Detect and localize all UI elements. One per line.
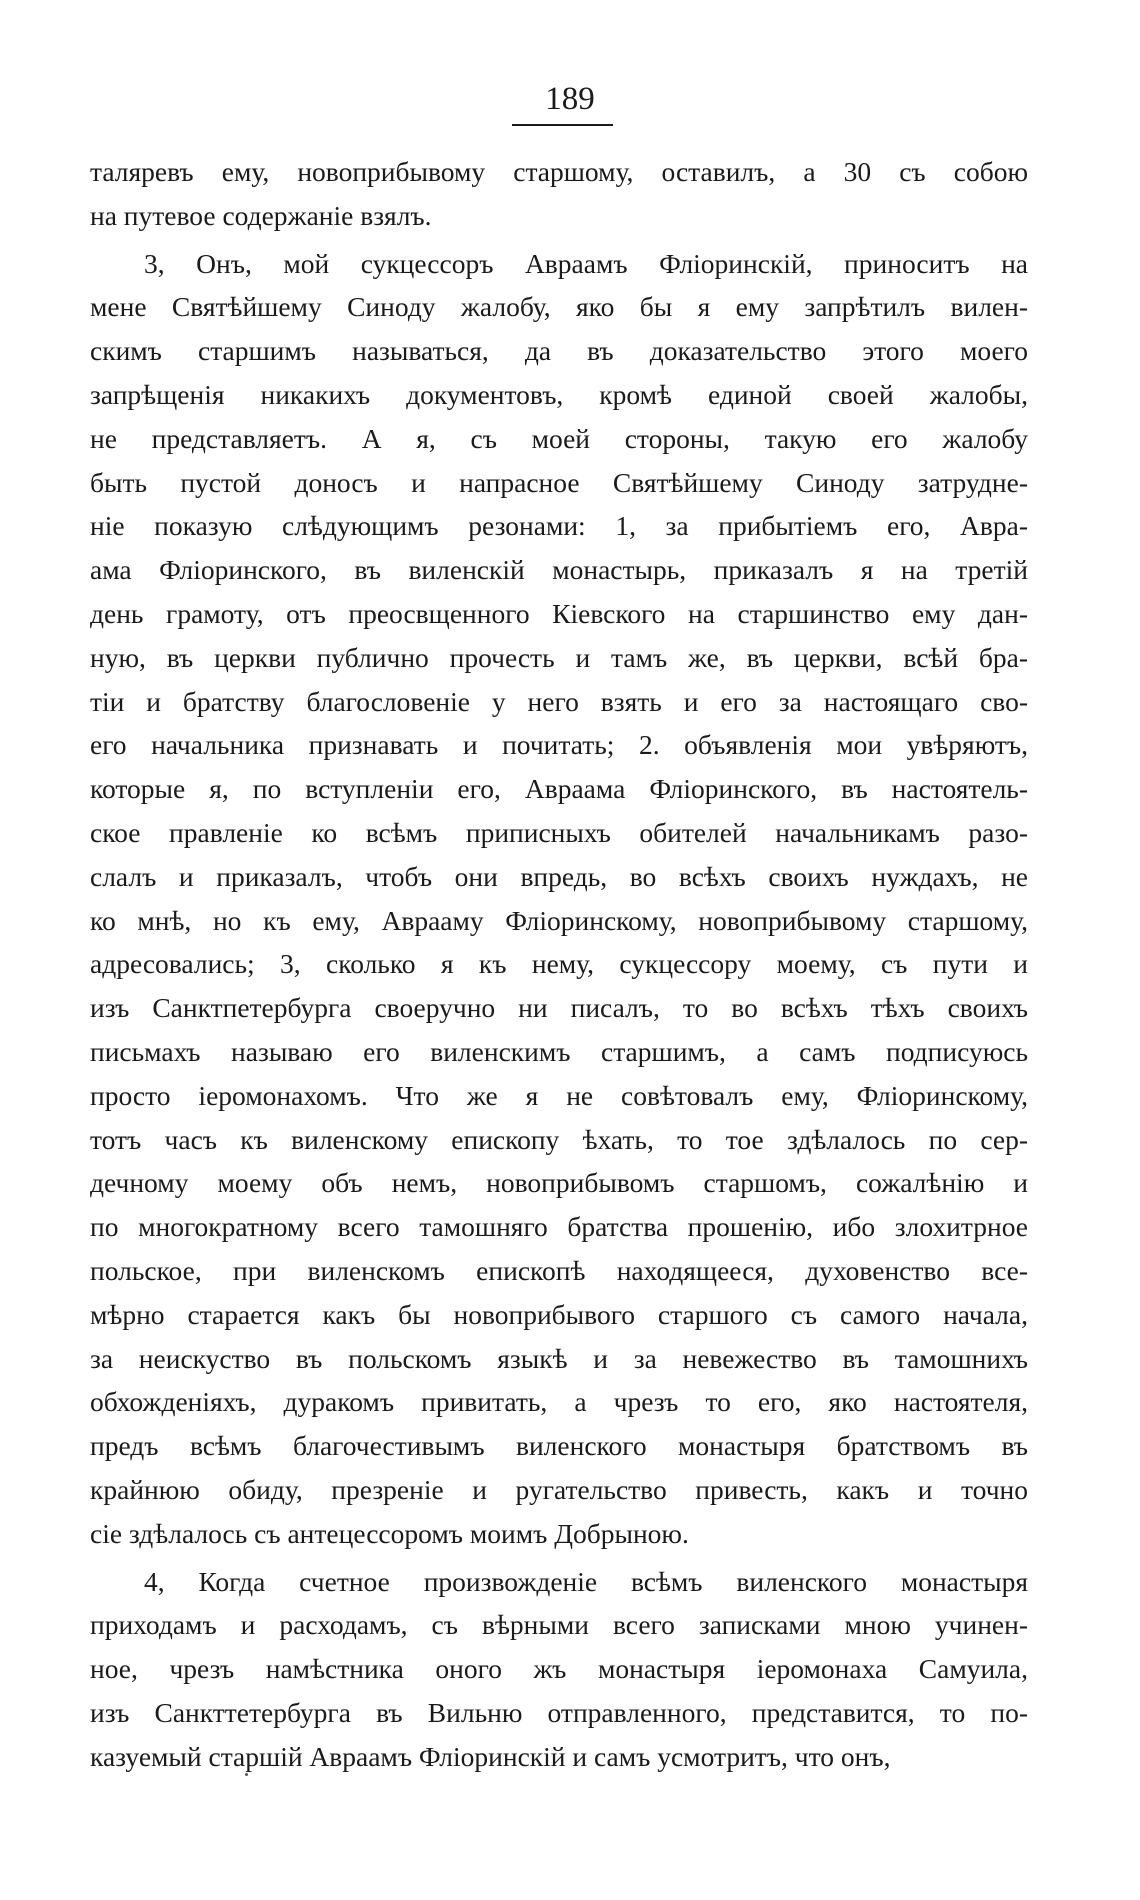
text-line: казуемый старшій Авраамъ Фліоринскій и самъ усмотритъ, что онъ, [90,1740,891,1772]
text-line: ную, въ церкви публично прочесть и тамъ же, въ церкви, всѣй бра- [90,641,1028,673]
text-line: 4, Когда счетное произвожденіе всѣмъ виленского монастыря [144,1565,1028,1597]
text-line: 3, Онъ, мой сукцессоръ Авраамъ Фліоринскій, приноситъ на [144,247,1028,279]
text-line: его начальника признавать и почитать; 2. объявленія мои увѣряютъ, [90,729,1028,761]
text-line: таляревъ ему, новоприбывому старшому, оставилъ, а 30 съ собою [90,156,1028,187]
paragraph [90,1560,1028,1779]
paragraph [90,242,1028,1556]
text-line: не представляетъ. А я, съ моей стороны, такую его жалобу [90,422,1028,454]
text-line: запрѣщенія никакихъ документовъ, кромѣ единой своей жалобы, [90,378,1028,410]
page-number: 189 [545,81,595,117]
text-line: сіе здѣлалось съ антецессоромъ моимъ Добрыною. [90,1517,689,1549]
text-line: тіи и братству благословеніе у него взять и его за настоящаго сво- [90,685,1028,717]
text-line: крайнюю обиду, презреніе и ругательство привесть, какъ и точно [90,1473,1028,1505]
text-line: ко мнѣ, но къ ему, Аврааму Фліоринскому, новоприбывому старшому, [90,904,1028,936]
text-line: ама Фліоринского, въ виленскій монастырь, приказалъ я на третій [90,554,1028,586]
text-line: быть пустой доносъ и напрасное Святѣйшему Синоду затрудне- [90,466,1028,498]
text-line: ное, чрезъ намѣстника оного жъ монастыря іеромонаха Самуила, [90,1653,1028,1685]
text-line: мѣрно старается какъ бы новоприбывого старшого съ самого начала, [90,1298,1028,1330]
text-line: дечному моему объ немъ, новоприбывомъ старшомъ, сожалѣнію и [90,1167,1028,1199]
text-line: мене Святѣйшему Синоду жалобу, яко бы я ему запрѣтилъ вилен- [90,291,1028,323]
text-line: письмахъ называю его виленскимъ старшимъ, а самъ подписуюсь [90,1035,1028,1067]
text-line: предъ всѣмъ благочестивымъ виленского монастыря братствомъ въ [90,1430,1028,1462]
paper-speck [245,1773,248,1776]
body-text [90,150,1028,1778]
text-line: изъ Санктпетербурга своеручно ни писалъ, то во всѣхъ тѣхъ своихъ [90,992,1028,1024]
page-number-rule [512,124,613,126]
text-line: которые я, по вступленіи его, Авраама Фліоринского, въ настоятель- [90,773,1028,805]
paragraph [90,150,1028,238]
text-line: польское, при виленскомъ епископѣ находящееся, духовенство все- [90,1254,1028,1286]
text-line: ское правленіе ко всѣмъ приписныхъ обителей начальникамъ разо- [90,816,1028,848]
text-line: по многократному всего тамошняго братства прошенію, ибо злохитрное [90,1211,1028,1243]
text-line: на путевое содержаніе взялъ. [90,199,432,231]
text-line: обхожденіяхъ, дуракомъ привитать, а чрезъ то его, яко настоятеля, [90,1386,1028,1418]
text-line: просто іеромонахомъ. Что же я не совѣтовалъ ему, Фліоринскому, [90,1079,1028,1111]
text-line: тотъ часъ къ виленскому епископу ѣхать, то тое здѣлалось по сер- [90,1123,1028,1155]
text-line: скимъ старшимъ называться, да въ доказательство этого моего [90,335,1028,367]
text-line: день грамоту, отъ преосвщенного Кіевского на старшинство ему дан- [90,597,1028,629]
text-line: ніе показую слѣдующимъ резонами: 1, за прибытіемъ его, Авра- [90,510,1028,542]
text-line: за неискуство въ польскомъ языкѣ и за невежество въ тамошнихъ [90,1342,1028,1374]
text-line: слалъ и приказалъ, чтобъ они впредь, во всѣхъ своихъ нуждахъ, не [90,860,1028,892]
text-line: адресовались; 3, сколько я къ нему, сукцессору моему, съ пути и [90,948,1028,980]
text-line: приходамъ и расходамъ, съ вѣрными всего записками мною учинен- [90,1609,1028,1641]
text-line: изъ Санкттетербурга въ Вильню отправленного, представится, то по- [90,1696,1028,1728]
